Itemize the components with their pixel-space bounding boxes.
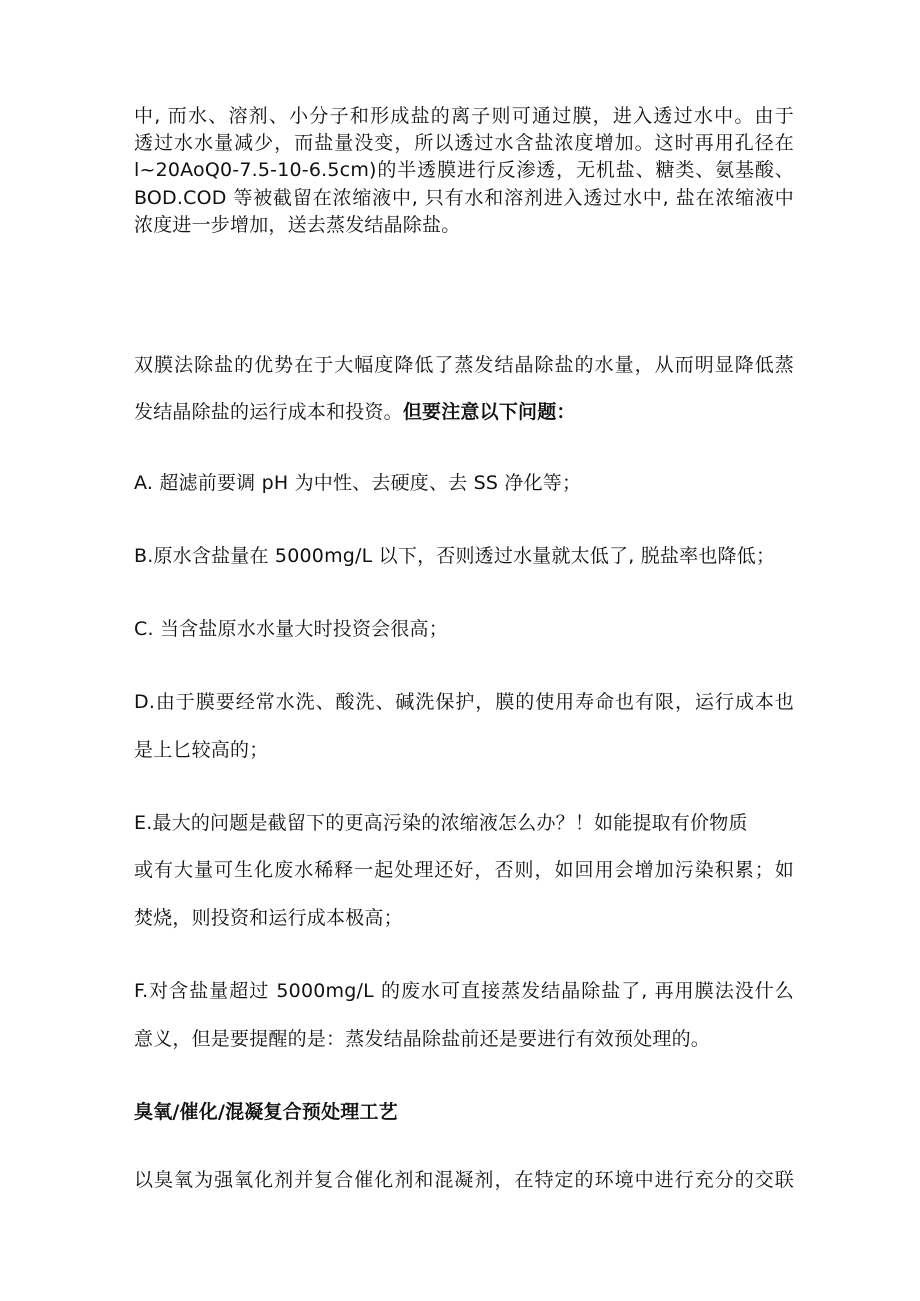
item-f-line-1: F.对含盐量超过 5000mg∕L 的废水可直接蒸发结晶除盐了, 再用膜法没什么 (134, 980, 794, 1002)
paragraph-1-line-2: 透过水水量减少，而盐量没变，所以透过水含盐浓度增加。这时再用孔径在 (134, 132, 794, 154)
paragraph-2-line-1: 双膜法除盐的优势在于大幅度降低了蒸发结晶除盐的水量，从而明显降低蒸 (134, 354, 794, 376)
item-f-line-2: 意义，但是要提醒的是：蒸发结晶除盐前还是要进行有效预处理的。 (134, 1028, 711, 1050)
section-heading: 臭氧/催化/混凝复合预处理工艺 (134, 1101, 398, 1123)
item-a: A. 超滤前要调 pH 为中性、去硬度、去 SS 净化等； (134, 472, 582, 494)
paragraph-2-line-2-text: 发结晶除盐的运行成本和投资。 (134, 401, 403, 423)
item-d-line-1: D.由于膜要经常水洗、酸洗、碱洗保护，膜的使用寿命也有限，运行成本也 (134, 691, 794, 713)
section-first-line: 以臭氧为强氧化剂并复合催化剂和混凝剂，在特定的环境中进行充分的交联 (134, 1169, 794, 1191)
paragraph-1-line-1: 中, 而水、溶剂、小分子和形成盐的离子则可通过膜，进入透过水中。由于 (134, 105, 794, 127)
item-d-line-2: 是上匕较高的； (134, 739, 269, 761)
paragraph-1-line-4: BOD.COD 等被截留在浓缩液中, 只有水和溶剂进入透过水中, 盐在浓缩液中 (134, 187, 794, 209)
item-c: C. 当含盐原水水量大时投资会很高； (134, 618, 448, 640)
item-b: B.原水含盐量在 5000mg∕L 以下，否则透过水量就太低了, 脱盐率也降低； (134, 545, 776, 567)
item-e-line-2: 或有大量可生化废水稀释一起处理还好，否则，如回用会增加污染积累；如 (134, 859, 794, 881)
item-e-line-1: E.最大的问题是截留下的更高污染的浓缩液怎么办？！如能提取有价物质 (134, 812, 748, 834)
paragraph-1-line-3: l~20AoQ0-7.5-10-6.5cm)的半透膜进行反渗透，无机盐、糖类、氨基酸、 (134, 159, 794, 181)
item-e-line-3: 焚烧，则投资和运行成本极高； (134, 907, 403, 929)
paragraph-2-line-2-bold: 但要注意以下问题： (402, 401, 576, 423)
paragraph-2-line-2 (134, 399, 794, 425)
paragraph-1-line-5: 浓度进一步增加，送去蒸发结晶除盐。 (134, 214, 461, 236)
